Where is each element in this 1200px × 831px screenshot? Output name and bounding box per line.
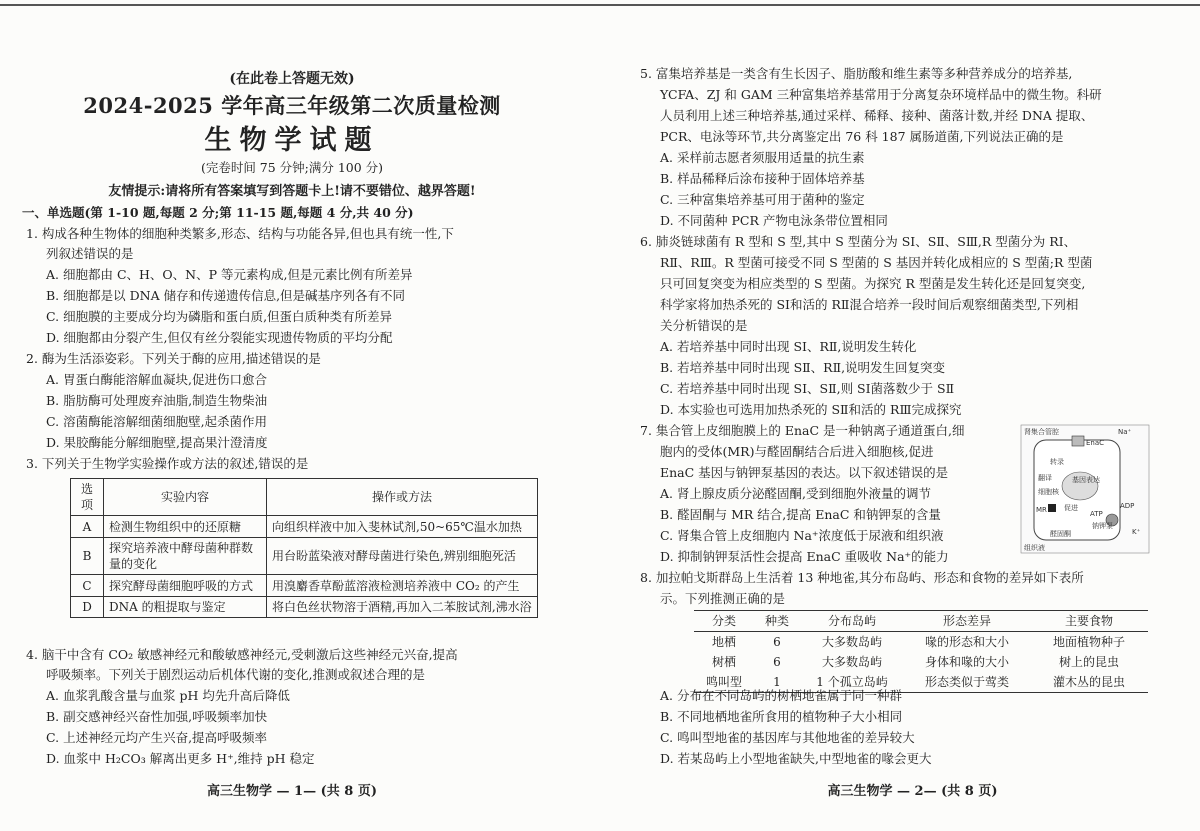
table-cell: 形态类似于莺类 <box>904 672 1030 693</box>
q5-option-d: D. 不同菌种 PCR 产物电泳条带位置相同 <box>660 213 888 228</box>
table-header-cell: 选项 <box>71 479 104 516</box>
q6-option-d: D. 本实验也可选用加热杀死的 SⅡ和活的 RⅢ完成探究 <box>660 402 962 417</box>
table-cell: 将白色丝状物溶于酒精,再加入二苯胺试剂,沸水浴 <box>267 597 538 618</box>
q6-option-a: A. 若培养基中同时出现 SⅠ、RⅡ,说明发生转化 <box>660 339 917 354</box>
q7-option-c: C. 肾集合管上皮细胞内 Na⁺浓度低于尿液和组织液 <box>660 528 944 543</box>
table-cell: 检测生物组织中的还原糖 <box>104 516 267 538</box>
table-header-row <box>694 611 1148 632</box>
q5-stem-line1: 5. 富集培养基是一类含有生长因子、脂肪酸和维生素等多种营养成分的培养基, <box>640 66 1073 81</box>
table-header-cell: 分类 <box>694 611 754 632</box>
subject-title: 生物学试题 <box>204 125 380 156</box>
na-ion-label: Na⁺ <box>1118 428 1132 436</box>
q1-stem-line1: 1. 构成各种生物体的细胞种类繁多,形态、结构与功能各异,但也具有统一性,下 <box>26 226 454 241</box>
q5-stem-line2: YCFA、ZJ 和 GAM 三种富集培养基常用于分离复杂环境样品中的微生物。科研 <box>660 87 1102 102</box>
table-cell: C <box>71 575 104 597</box>
transcription-label: 转录 <box>1050 458 1064 466</box>
table-header-cell: 操作或方法 <box>267 479 538 516</box>
q8-table <box>694 610 1148 693</box>
table-cell: DNA 的粗提取与鉴定 <box>104 597 267 618</box>
table-cell: 探究培养液中酵母菌种群数量的变化 <box>104 538 267 575</box>
promote-label: 促进 <box>1064 504 1078 512</box>
friendly-tip: 友情提示:请将所有答案填写到答题卡上!请不要错位、越界答题! <box>108 184 476 199</box>
page-footer-2: 高三生物学 — 2— (共 8 页) <box>827 784 998 799</box>
invalid-answer-notice: (在此卷上答题无效) <box>229 71 355 87</box>
q8-option-b: B. 不同地栖地雀所食用的植物种子大小相同 <box>660 709 903 724</box>
mr-receptor-shape <box>1048 504 1056 512</box>
q6-stem-line5: 关分析错误的是 <box>660 318 748 333</box>
right-page <box>640 0 1185 831</box>
table-header-cell: 实验内容 <box>104 479 267 516</box>
table-cell: A <box>71 516 104 538</box>
q4-option-c: C. 上述神经元均产生兴奋,提高呼吸频率 <box>46 730 268 745</box>
q5-option-c: C. 三种富集培养基可用于菌种的鉴定 <box>660 192 865 207</box>
table-row <box>71 516 538 538</box>
table-cell: 树上的昆虫 <box>1058 655 1119 669</box>
q1-option-b: B. 细胞都是以 DNA 储存和传递遗传信息,但是碱基序列各有不同 <box>46 288 406 303</box>
table-cell: 鸣叫型 <box>694 672 754 693</box>
q6-stem-line2: RⅡ、RⅢ。R 型菌可接受不同 S 型菌的 S 基因并转化成相应的 S 型菌;R 型菌 <box>660 255 1093 270</box>
left-page <box>22 0 562 831</box>
enac-label: EnaC <box>1086 439 1105 447</box>
q8-option-d: D. 若某岛屿上小型地雀缺失,中型地雀的喙会更大 <box>660 751 932 766</box>
mr-label: MR <box>1036 506 1047 514</box>
q5-option-a: A. 采样前志愿者须服用适量的抗生素 <box>660 150 865 165</box>
q7-option-b: B. 醛固酮与 MR 结合,提高 EnaC 和钠钾泵的含量 <box>660 507 941 522</box>
section-heading: 一、单选题(第 1-10 题,每题 2 分;第 11-15 题,每题 4 分,共 40 分) <box>22 205 414 220</box>
adp-label: ADP <box>1120 502 1135 510</box>
q4-option-a: A. 血浆乳酸含量与血浆 pH 均先升高后降低 <box>46 688 290 703</box>
q1-stem-line2: 列叙述错误的是 <box>46 246 134 261</box>
q7-stem-line3: EnaC 基因与钠钾泵基因的表达。以下叙述错误的是 <box>660 465 949 480</box>
q5-stem-line3: 人员利用上述三种培养基,通过采样、稀释、接种、菌落计数,并经 DNA 提取、 <box>660 108 1094 123</box>
table-cell: 1 个孤立岛屿 <box>800 672 904 693</box>
q7-option-a: A. 肾上腺皮质分泌醛固酮,受到细胞外液量的调节 <box>660 486 931 501</box>
table-row <box>71 575 538 597</box>
table-cell: 用台盼蓝染液对酵母菌进行染色,辨别细胞死活 <box>267 538 538 575</box>
q4-stem-line2: 呼吸频率。下列关于剧烈运动后机体代谢的变化,推测或叙述合理的是 <box>46 667 425 682</box>
tissue-fluid-label: 组织液 <box>1024 544 1045 552</box>
table-cell: 地栖 <box>711 635 736 649</box>
enac-channel-shape <box>1072 436 1084 446</box>
table-cell: 6 <box>773 635 781 649</box>
q6-option-c: C. 若培养基中同时出现 SⅠ、SⅡ,则 SⅠ菌落数少于 SⅡ <box>660 381 955 396</box>
atp-label: ATP <box>1090 510 1103 518</box>
q6-stem-line3: 只可回复突变为相应类型的 S 型菌。为探究 R 型菌是发生转化还是回复突变, <box>660 276 1086 291</box>
table-cell: 喙的形态和大小 <box>924 635 1009 649</box>
q8-stem-line1: 8. 加拉帕戈斯群岛上生活着 13 种地雀,其分布岛屿、形态和食物的差异如下表所 <box>640 570 1084 585</box>
translation-label: 翻译 <box>1038 474 1052 482</box>
q3-stem: 3. 下列关于生物学实验操作或方法的叙述,错误的是 <box>26 456 309 471</box>
k-ion-label: K⁺ <box>1132 528 1141 536</box>
q3-table <box>70 478 538 618</box>
lumen-label: 肾集合管腔 <box>1024 428 1059 436</box>
gene-expression-label: 基因表达 <box>1072 476 1100 484</box>
q8-stem-line2: 示。下列推测正确的是 <box>660 591 786 606</box>
page-footer-1: 高三生物学 — 1— (共 8 页) <box>206 784 378 799</box>
table-cell: 向组织样液中加入斐林试剂,50~65℃温水加热 <box>267 516 538 538</box>
table-header-cell: 分布岛屿 <box>800 611 904 632</box>
q2-stem: 2. 酶为生活添姿彩。下列关于酶的应用,描述错误的是 <box>26 351 321 366</box>
q4-option-b: B. 副交感神经兴奋性加强,呼吸频率加快 <box>46 709 268 724</box>
table-cell: 1 <box>754 672 800 693</box>
q7-stem-line1: 7. 集合管上皮细胞膜上的 EnaC 是一种钠离子通道蛋白,细 <box>640 423 965 438</box>
table-cell: 大多数岛屿 <box>821 635 882 649</box>
q6-stem-line1: 6. 肺炎链球菌有 R 型和 S 型,其中 S 型菌分为 SⅠ、SⅡ、SⅢ,R 型菌分为 RⅠ、 <box>640 234 1077 249</box>
exam-title: 2024-2025 学年高三年级第二次质量检测 <box>83 93 501 118</box>
table-cell: 6 <box>773 655 781 669</box>
q5-option-b: B. 样品稀释后涂布接种于固体培养基 <box>660 171 865 186</box>
q1-option-d: D. 细胞都由分裂产生,但仅有丝分裂能实现遗传物质的平均分配 <box>46 330 393 345</box>
table-cell: 树栖 <box>711 655 736 669</box>
table-header-cell: 种类 <box>754 611 800 632</box>
table-cell: D <box>71 597 104 618</box>
table-row <box>71 538 538 575</box>
table-cell: 大多数岛屿 <box>821 655 882 669</box>
q4-stem-line1: 4. 脑干中含有 CO₂ 敏感神经元和酸敏感神经元,受刺激后这些神经元兴奋,提高 <box>26 647 458 662</box>
q6-stem-line4: 科学家将加热杀死的 SⅠ和活的 RⅡ混合培养一段时间后观察细菌类型,下列相 <box>660 297 1079 312</box>
aldosterone-label: 醛固酮 <box>1050 530 1071 538</box>
table-row <box>694 652 1148 672</box>
table-row <box>71 597 538 618</box>
q2-option-b: B. 脂肪酶可处理废弃油脂,制造生物柴油 <box>46 393 268 408</box>
table-cell: 用溴麝香草酚蓝溶液检测培养液中 CO₂ 的产生 <box>267 575 538 597</box>
q1-option-c: C. 细胞膜的主要成分均为磷脂和蛋白质,但蛋白质种类有所差异 <box>46 309 393 324</box>
nucleus-label: 细胞核 <box>1038 488 1059 496</box>
pump-label: 钠钾泵 <box>1092 522 1113 530</box>
q7-option-d: D. 抑制钠钾泵活性会提高 EnaC 重吸收 Na⁺的能力 <box>660 549 949 564</box>
table-cell: 探究酵母菌细胞呼吸的方式 <box>104 575 267 597</box>
q6-option-b: B. 若培养基中同时出现 SⅡ、RⅡ,说明发生回复突变 <box>660 360 946 375</box>
table-cell: 灌木丛的昆虫 <box>1030 672 1148 693</box>
q2-option-a: A. 胃蛋白酶能溶解血凝块,促进伤口愈合 <box>46 372 267 387</box>
q8-option-a: A. 分布在不同岛屿的树栖地雀属于同一种群 <box>660 688 902 703</box>
q7-stem-line2: 胞内的受体(MR)与醛固酮结合后进入细胞核,促进 <box>660 444 934 459</box>
q4-option-d: D. 血浆中 H₂CO₃ 解离出更多 H⁺,维持 pH 稳定 <box>46 751 315 766</box>
kidney-cell-diagram <box>1020 424 1150 554</box>
table-row <box>694 632 1148 653</box>
q8-option-c: C. 鸣叫型地雀的基因库与其他地雀的差异较大 <box>660 730 915 745</box>
table-cell: 身体和喙的大小 <box>924 655 1009 669</box>
table-header-row <box>71 479 538 516</box>
q1-option-a: A. 细胞都由 C、H、O、N、P 等元素构成,但是元素比例有所差异 <box>46 267 413 282</box>
table-cell: 地面植物种子 <box>1052 635 1125 649</box>
table-cell: B <box>71 538 104 575</box>
table-header-cell: 形态差异 <box>904 611 1030 632</box>
time-score-info: (完卷时间 75 分钟;满分 100 分) <box>200 160 384 175</box>
q2-option-c: C. 溶菌酶能溶解细菌细胞壁,起杀菌作用 <box>46 414 268 429</box>
table-header-cell: 主要食物 <box>1030 611 1148 632</box>
q2-option-d: D. 果胶酶能分解细胞壁,提高果汁澄清度 <box>46 435 268 450</box>
q5-stem-line4: PCR、电泳等环节,共分离鉴定出 76 科 187 属肠道菌,下列说法正确的是 <box>660 129 1064 144</box>
